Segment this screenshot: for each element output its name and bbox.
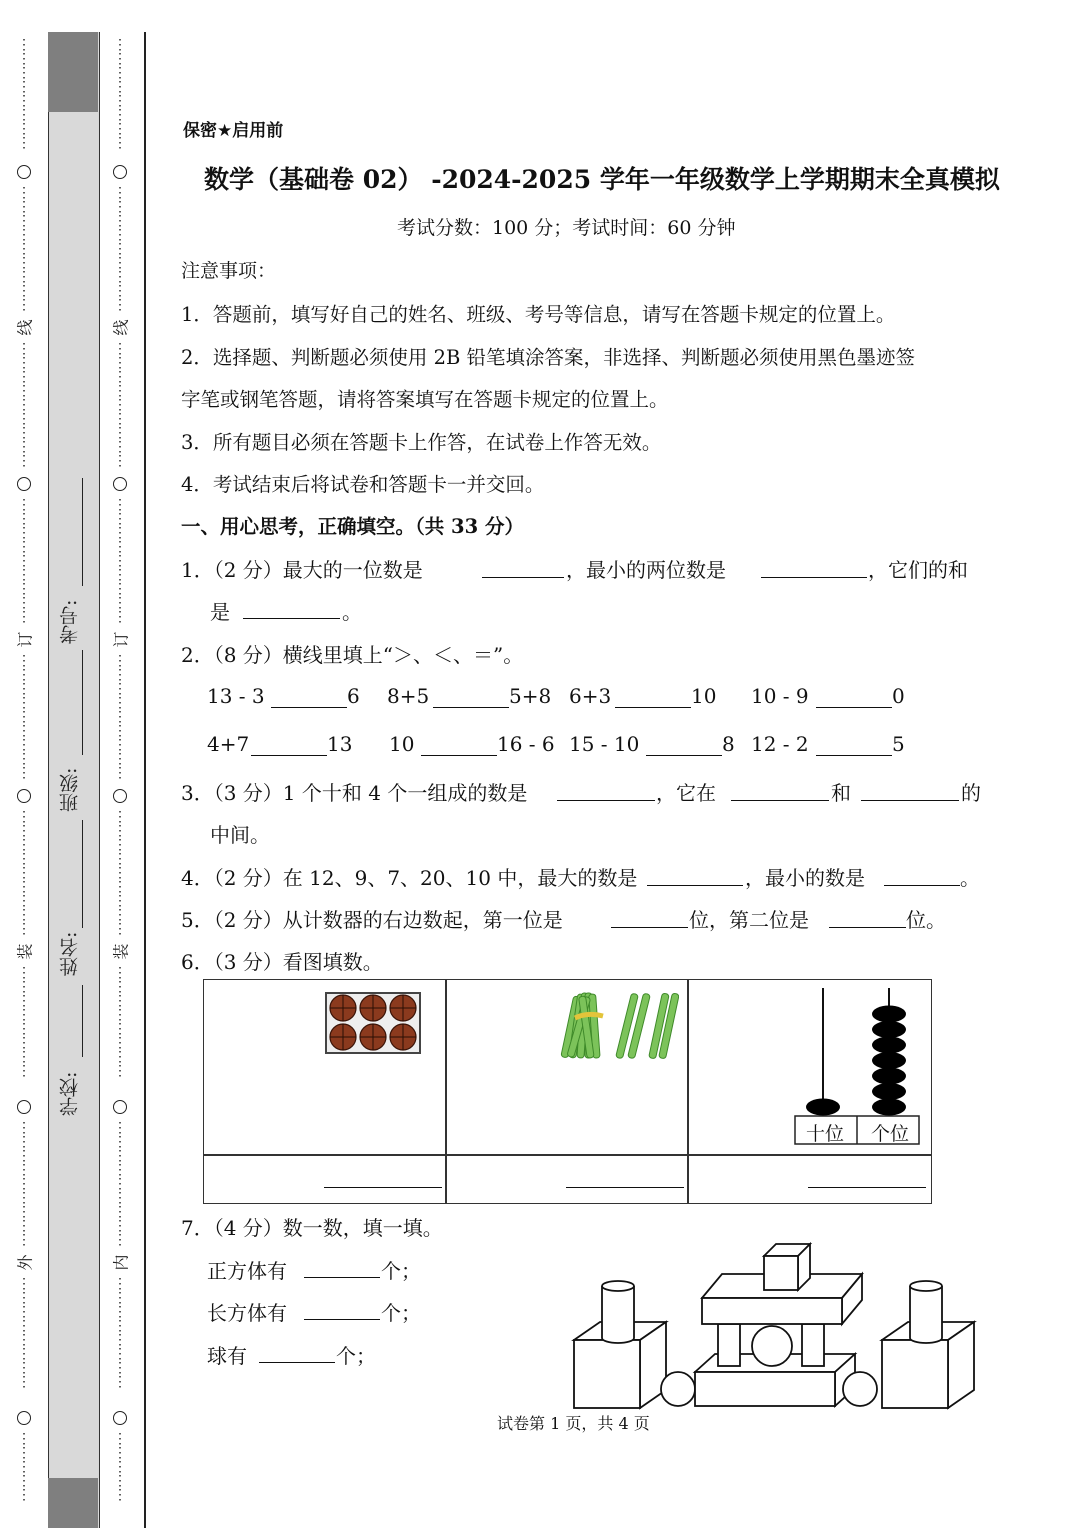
margin-dotted-line: ⋮ ⋮ ⋮ ⋮ ⋮ ⋮ ⋮ ⋮ ⋮: [113, 1121, 127, 1247]
q2-blank[interactable]: [271, 707, 347, 708]
abacus-bead: [872, 1052, 906, 1069]
q7-sphere-label: 球有: [207, 1344, 247, 1368]
q7-cuboid-label: 长方体有: [207, 1301, 287, 1325]
q7-cube-blank[interactable]: [304, 1277, 380, 1278]
q6-answer-blank-1[interactable]: [324, 1187, 442, 1188]
margin-dotted-line: ⋮ ⋮ ⋮ ⋮ ⋮ ⋮ ⋮ ⋮: [17, 966, 31, 1079]
margin-dotted-line: ⋮ ⋮ ⋮ ⋮ ⋮ ⋮ ⋮ ⋮ ⋮: [113, 810, 127, 936]
margin-dotted-line: ⋮ ⋮ ⋮ ⋮ ⋮ ⋮ ⋮ ⋮: [17, 38, 31, 151]
margin-dotted-line: ⋮ ⋮ ⋮ ⋮ ⋮ ⋮ ⋮ ⋮ ⋮: [17, 342, 31, 468]
margin-circle-mark: [17, 477, 31, 491]
q2-blank[interactable]: [816, 707, 892, 708]
q5-text-b: 位，第二位是: [689, 908, 809, 932]
q3-text-a: 3．（3 分）1 个十和 4 个一组成的数是: [181, 781, 528, 805]
margin-circle-mark: [17, 789, 31, 803]
q1-text-e: 。: [342, 600, 362, 624]
margin-dotted-line: ⋮ ⋮ ⋮ ⋮ ⋮ ⋮ ⋮ ⋮ ⋮: [113, 498, 127, 624]
margin-circle-mark: [17, 1411, 31, 1425]
q6-answer-blank-2[interactable]: [566, 1187, 684, 1188]
q2-expr: 10 - 9: [751, 684, 809, 708]
q6-answer-blank-3[interactable]: [808, 1187, 926, 1188]
margin-dotted-line: ⋮ ⋮ ⋮ ⋮ ⋮ ⋮ ⋮ ⋮ ⋮: [113, 186, 127, 312]
sticks-image: [559, 988, 679, 1068]
q7-cuboid-blank[interactable]: [304, 1319, 380, 1320]
abacus-bead: [872, 1068, 906, 1085]
q1-text-d: 是: [210, 600, 230, 624]
q3-blank-3[interactable]: [861, 800, 959, 801]
q5-text-c: 位。: [906, 908, 946, 932]
table-divider: [445, 980, 447, 1203]
abacus-beads: [806, 1006, 906, 1116]
q3-text-b: ，它在: [656, 781, 716, 805]
q1-text-a: 1．（2 分）最大的一位数是: [181, 558, 423, 582]
q2-expr: 16 - 6: [497, 732, 555, 756]
inner-margin-label: 装: [111, 943, 131, 960]
q3-text-d: 的: [961, 781, 981, 805]
q2-blank[interactable]: [433, 707, 509, 708]
q1-blank-2[interactable]: [761, 577, 867, 578]
name-line: [82, 820, 83, 928]
q2-expr: 15 - 10: [569, 732, 640, 756]
page-footer: 试卷第 1 页，共 4 页: [497, 1414, 650, 1433]
margin-border-line: [144, 32, 146, 1528]
margin-circle-mark: [17, 165, 31, 179]
q6-picture-table: [203, 979, 932, 1204]
margin-dotted-line: ⋮ ⋮ ⋮ ⋮ ⋮ ⋮ ⋮ ⋮ ⋮: [17, 810, 31, 936]
q1-text-c: ，它们的和: [868, 558, 968, 582]
q2-expr: 13 - 3: [207, 684, 265, 708]
q2-expr: 4+7: [207, 732, 250, 756]
margin-dotted-line: ⋮ ⋮ ⋮ ⋮ ⋮ ⋮ ⋮ ⋮: [113, 1277, 127, 1390]
q2-expr: 0: [892, 684, 905, 708]
class-line: [82, 650, 83, 755]
margin-dotted-line: ⋮ ⋮ ⋮ ⋮ ⋮: [17, 1432, 31, 1503]
q4-text-a: 4．（2 分）在 12、9、7、20、10 中，最大的数是: [181, 866, 638, 890]
q2-expr: 6+3: [569, 684, 612, 708]
q4-text-b: ，最小的数是: [745, 866, 865, 890]
note-item: 4．考试结束后将试卷和答题卡一并交回。: [181, 473, 545, 496]
outer-margin-label: 外: [15, 1254, 35, 1271]
note-item: 2．选择题、判断题必须使用 2B 铅笔填涂答案，非选择、判断题必须使用黑色墨迹签: [181, 346, 916, 369]
q5-text-a: 5．（2 分）从计数器的右边数起，第一位是: [181, 908, 563, 932]
page-title: 数学（基础卷 02） -2024-2025 学年一年级数学上学期期末全真模拟: [204, 165, 1000, 194]
class-label: 班级:: [59, 767, 81, 812]
q2-stem: 2．（8 分）横线里填上“＞、＜、＝”。: [181, 643, 524, 667]
name-label: 姓名:: [59, 931, 81, 976]
outer-margin-label: 订: [15, 631, 35, 648]
q7-unit: 个；: [381, 1301, 421, 1325]
section-heading: 一、用心思考，正确填空。（共 33 分）: [181, 515, 524, 538]
q4-blank-2[interactable]: [884, 885, 960, 886]
q2-blank[interactable]: [251, 755, 327, 756]
q2-blank[interactable]: [816, 755, 892, 756]
q3-text-c: 和: [831, 781, 851, 805]
q7-unit: 个；: [336, 1344, 376, 1368]
q2-expr: 12 - 2: [751, 732, 809, 756]
outer-margin-label: 线: [15, 319, 35, 336]
q2-expr: 5: [892, 732, 905, 756]
q2-blank[interactable]: [615, 707, 691, 708]
q7-sphere-blank[interactable]: [259, 1362, 335, 1363]
margin-dotted-line: ⋮ ⋮ ⋮ ⋮ ⋮ ⋮ ⋮ ⋮ ⋮: [113, 342, 127, 468]
margin-dotted-line: ⋮ ⋮ ⋮ ⋮ ⋮ ⋮ ⋮ ⋮: [17, 1277, 31, 1390]
q2-expr: 10: [389, 732, 415, 756]
margin-circle-mark: [113, 789, 127, 803]
abacus-ones-label: 个位: [871, 1123, 910, 1145]
q2-expr: 8: [722, 732, 735, 756]
q4-text-c: 。: [960, 866, 980, 890]
abacus-bead: [872, 1006, 906, 1023]
inner-margin-label: 线: [111, 319, 131, 336]
abacus-tens-label: 十位: [806, 1123, 845, 1145]
abacus-bead: [872, 1083, 906, 1100]
margin-dotted-line: ⋮ ⋮ ⋮ ⋮ ⋮ ⋮ ⋮ ⋮ ⋮: [17, 498, 31, 624]
q1-blank-1[interactable]: [482, 577, 564, 578]
margin-circle-mark: [113, 1100, 127, 1114]
q4-blank-1[interactable]: [647, 885, 743, 886]
basketballs-image: [325, 992, 421, 1054]
abacus-bead: [872, 1021, 906, 1038]
margin-dotted-line: ⋮ ⋮ ⋮ ⋮ ⋮ ⋮ ⋮ ⋮ ⋮: [113, 654, 127, 780]
exam-info: 考试分数：100 分；考试时间：60 分钟: [397, 217, 736, 239]
q3-blank-1[interactable]: [557, 800, 655, 801]
note-item: 3．所有题目必须在答题卡上作答，在试卷上作答无效。: [181, 431, 662, 454]
school-line: [82, 985, 83, 1057]
margin-dotted-line: ⋮ ⋮ ⋮ ⋮ ⋮: [113, 1432, 127, 1503]
margin-circle-mark: [113, 477, 127, 491]
q2-expr: 5+8: [509, 684, 552, 708]
q7-unit: 个；: [381, 1259, 421, 1283]
confidential-label: 保密★启用前: [183, 121, 284, 141]
exam-no-line: [82, 478, 83, 586]
q2-blank[interactable]: [646, 755, 722, 756]
margin-dark-block-top: [48, 32, 98, 112]
q1-text-b: ，最小的两位数是: [566, 558, 726, 582]
margin-dotted-line: ⋮ ⋮ ⋮ ⋮ ⋮ ⋮ ⋮ ⋮: [113, 966, 127, 1079]
margin-dotted-line: ⋮ ⋮ ⋮ ⋮ ⋮ ⋮ ⋮ ⋮ ⋮: [17, 1121, 31, 1247]
margin-circle-mark: [113, 165, 127, 179]
margin-circle-mark: [113, 1411, 127, 1425]
table-divider: [204, 1154, 931, 1156]
q5-blank-2[interactable]: [829, 927, 906, 928]
q3-blank-2[interactable]: [731, 800, 829, 801]
margin-circle-mark: [17, 1100, 31, 1114]
q7-cube-label: 正方体有: [207, 1259, 287, 1283]
q1-blank-3[interactable]: [243, 618, 340, 619]
school-label: 学校:: [59, 1071, 81, 1116]
margin-dotted-line: ⋮ ⋮ ⋮ ⋮ ⋮ ⋮ ⋮ ⋮ ⋮: [17, 654, 31, 780]
abacus-bead: [806, 1099, 840, 1116]
q2-expr: 10: [691, 684, 717, 708]
margin-dotted-line: ⋮ ⋮ ⋮ ⋮ ⋮ ⋮ ⋮ ⋮ ⋮: [17, 186, 31, 312]
margin-dotted-line: ⋮ ⋮ ⋮ ⋮ ⋮ ⋮ ⋮ ⋮: [113, 38, 127, 151]
inner-margin-label: 内: [111, 1254, 131, 1271]
q3-text-e: 中间。: [210, 823, 270, 847]
q2-blank[interactable]: [421, 755, 497, 756]
note-item: 1．答题前，填写好自己的姓名、班级、考号等信息，请写在答题卡规定的位置上。: [181, 303, 896, 326]
solid-shapes-image: [570, 1240, 980, 1415]
q7-stem: 7．（4 分）数一数，填一填。: [181, 1216, 443, 1240]
q6-stem: 6．（3 分）看图填数。: [181, 950, 383, 974]
notes-heading: 注意事项：: [181, 260, 277, 282]
abacus-bead: [872, 1099, 906, 1116]
margin-dark-block-bottom: [48, 1478, 98, 1528]
note-item: 字笔或钢笔答题，请将答案填写在答题卡规定的位置上。: [181, 388, 669, 411]
outer-margin-label: 装: [15, 943, 35, 960]
q2-expr: 6: [347, 684, 360, 708]
abacus-bead: [872, 1037, 906, 1054]
q5-blank-1[interactable]: [611, 927, 688, 928]
q2-expr: 8+5: [387, 684, 430, 708]
table-divider: [687, 980, 689, 1203]
q2-expr: 13: [327, 732, 353, 756]
inner-margin-label: 订: [111, 631, 131, 648]
exam-no-label: 考号:: [59, 599, 81, 644]
